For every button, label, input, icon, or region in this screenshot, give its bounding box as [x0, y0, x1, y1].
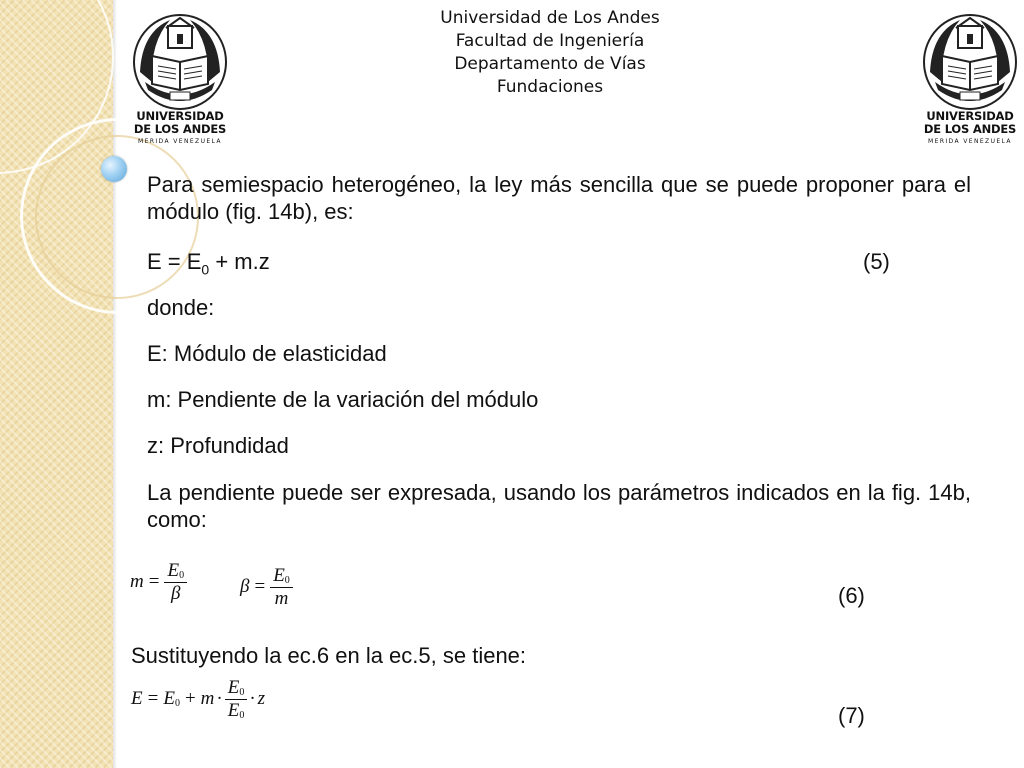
slope-paragraph: La pendiente puede ser expresada, usando los parámetros indicados en la fig. 14b, como: — [147, 480, 971, 532]
eq7-num-symbol: E — [227, 677, 240, 698]
eq7-term2: m — [200, 687, 215, 709]
university-seal-icon — [920, 12, 1020, 110]
eq7-denominator — [225, 699, 248, 722]
substitution-text: Sustituyendo la ec.6 en la ec.5, se tiene: — [131, 643, 527, 668]
eq7-num-subscript: 0 — [239, 687, 245, 698]
eq6a-denominator: β — [164, 582, 187, 605]
eq7-den-subscript: 0 — [239, 710, 245, 721]
eq6a-num-symbol: E — [167, 560, 180, 581]
equation-6a — [130, 560, 187, 605]
logo-name-line2: DE LOS ANDES — [923, 122, 1017, 136]
blue-bullet-dot — [101, 156, 127, 182]
logo-name-line1: UNIVERSIDAD — [926, 109, 1014, 123]
slide-header — [340, 7, 760, 99]
university-logo-left — [130, 12, 230, 152]
eq7-fraction — [225, 677, 248, 722]
university-seal-icon — [130, 12, 230, 110]
eq7-den-symbol: E — [227, 700, 240, 721]
eq7-numerator — [225, 677, 248, 699]
eq7-term3: z — [257, 687, 266, 709]
eq6b-denominator: m — [270, 587, 293, 610]
eq6b-num-subscript: 0 — [284, 575, 290, 586]
definition-z: z: Profundidad — [147, 433, 289, 458]
equation-5-number: (5) — [863, 249, 890, 274]
eq7-dot2: · — [249, 687, 256, 709]
eq7-lhs: E — [131, 687, 143, 709]
header-department: Departamento de Vías — [454, 54, 646, 74]
eq6b-fraction — [270, 565, 293, 610]
equation-7 — [131, 677, 265, 722]
eq6a-lhs: m — [130, 570, 144, 592]
eq6b-numerator — [270, 565, 293, 587]
header-university: Universidad de Los Andes — [440, 8, 660, 28]
eq6b-equals: = — [254, 575, 266, 597]
eq7-equals: = — [147, 687, 159, 709]
eq7-term1-subscript: 0 — [174, 697, 180, 709]
eq5-part-b: + m.z — [209, 249, 270, 274]
logo-location: MERIDA VENEZUELA — [138, 138, 222, 145]
eq7-term1: E — [163, 687, 175, 709]
equation-5 — [147, 248, 270, 283]
eq6b-lhs: β — [240, 575, 250, 597]
equation-7-number: (7) — [838, 703, 865, 728]
logo-name-line2: DE LOS ANDES — [133, 122, 227, 136]
intro-paragraph: Para semiespacio heterogéneo, la ley más sencilla que se puede proponer para el módulo (fig. 14b), es: — [147, 172, 971, 224]
eq7-dot: · — [216, 687, 223, 709]
university-logo-right — [920, 12, 1020, 152]
definition-m: m: Pendiente de la variación del módulo — [147, 387, 539, 412]
header-course: Fundaciones — [496, 77, 604, 97]
eq5-subscript: 0 — [201, 261, 210, 278]
logo-name-line1: UNIVERSIDAD — [136, 109, 224, 123]
eq6a-num-subscript: 0 — [179, 570, 185, 581]
eq6a-fraction — [164, 560, 187, 605]
eq6a-numerator — [164, 560, 187, 582]
eq5-part-a: E = E — [147, 249, 202, 274]
band-shadow — [113, 0, 117, 768]
eq6b-num-symbol: E — [273, 565, 285, 586]
logo-location: MERIDA VENEZUELA — [928, 138, 1012, 145]
equation-6-number: (6) — [838, 583, 865, 608]
donde-label: donde: — [147, 295, 215, 320]
definition-e: E: Módulo de elasticidad — [147, 341, 387, 366]
eq6a-equals: = — [148, 570, 160, 592]
eq7-plus: + — [184, 687, 196, 709]
header-faculty: Facultad de Ingeniería — [455, 31, 645, 51]
equation-6b — [240, 565, 293, 610]
